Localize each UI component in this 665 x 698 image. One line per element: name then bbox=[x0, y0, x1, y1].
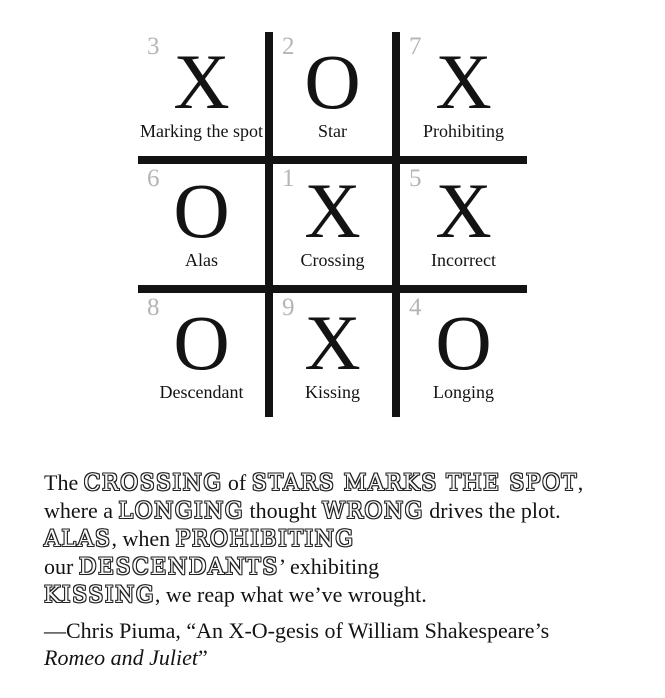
poem-line-3 bbox=[44, 525, 583, 553]
cell-number: 8 bbox=[147, 294, 160, 321]
poem-stencil-word: CROSSING bbox=[83, 471, 223, 496]
poem-stencil-word: KISSING bbox=[44, 583, 155, 608]
poem-text: drives the plot. bbox=[423, 498, 561, 523]
cell-number: 5 bbox=[409, 165, 422, 192]
board-vertical-line-left bbox=[265, 32, 273, 417]
attribution-text: ” bbox=[197, 645, 208, 670]
poem-line-1 bbox=[44, 469, 583, 497]
cell-number: 4 bbox=[409, 294, 422, 321]
attribution-text: —Chris Piuma, “An X-O-gesis of William Shakespeare’s bbox=[44, 618, 550, 643]
board-cell-1 bbox=[273, 164, 392, 285]
poem-stencil-word: LONGING bbox=[118, 499, 244, 524]
poem-line-4 bbox=[44, 553, 583, 581]
poem-text: where a bbox=[44, 498, 119, 523]
cell-label: Star bbox=[318, 121, 347, 142]
cell-label: Descendant bbox=[159, 382, 244, 403]
cell-label: Prohibiting bbox=[422, 121, 504, 142]
cell-number: 3 bbox=[147, 33, 160, 60]
board-cell-6 bbox=[138, 164, 265, 285]
cell-label: Alas bbox=[185, 250, 218, 271]
board-vertical-line-right bbox=[392, 32, 400, 417]
attribution-line-1 bbox=[44, 617, 549, 644]
poem-stencil-word: ALAS bbox=[44, 527, 112, 552]
cell-number: 2 bbox=[282, 33, 295, 60]
poem-text: , we reap what we’ve wrought. bbox=[154, 582, 427, 607]
board-cell-3 bbox=[138, 32, 265, 156]
board-cell-7 bbox=[400, 32, 527, 156]
cell-letter: O bbox=[304, 38, 361, 126]
cell-letter: X bbox=[435, 38, 492, 126]
cell-label: Kissing bbox=[304, 382, 360, 403]
cell-number: 6 bbox=[147, 165, 160, 192]
cell-label: Marking the spot bbox=[140, 121, 263, 142]
cell-letter: O bbox=[173, 167, 230, 255]
board-horizontal-line-top bbox=[138, 156, 527, 164]
attribution-work-title: Romeo and Juliet bbox=[44, 645, 198, 670]
poem-stencil-word: DESCENDANTS bbox=[78, 555, 279, 580]
poem-line-5 bbox=[44, 581, 583, 609]
cell-letter: X bbox=[435, 167, 492, 255]
board-cell-8 bbox=[138, 293, 265, 417]
cell-label: Incorrect bbox=[431, 250, 496, 271]
cell-letter: O bbox=[173, 299, 230, 387]
board-cell-9 bbox=[273, 293, 392, 417]
cell-number: 9 bbox=[282, 294, 295, 321]
poem-text: ’ exhibiting bbox=[278, 554, 380, 579]
poem-text: our bbox=[44, 554, 79, 579]
poem-text: , bbox=[577, 470, 584, 495]
cell-label: Longing bbox=[433, 382, 494, 403]
poem-text: , when bbox=[111, 526, 176, 551]
board-cell-5 bbox=[400, 164, 527, 285]
cell-label: Crossing bbox=[300, 250, 365, 271]
poem-line-2 bbox=[44, 497, 583, 525]
cell-letter: X bbox=[304, 299, 361, 387]
board-horizontal-line-bottom bbox=[138, 285, 527, 293]
board-cell-2 bbox=[273, 32, 392, 156]
poem-stencil-word: PROHIBITING bbox=[175, 527, 355, 552]
poem-text: thought bbox=[244, 498, 323, 523]
attribution bbox=[44, 617, 549, 671]
poem bbox=[44, 469, 583, 609]
board-cell-4 bbox=[400, 293, 527, 417]
cell-number: 7 bbox=[409, 33, 422, 60]
attribution-line-2 bbox=[44, 644, 549, 671]
poem-text: of bbox=[222, 470, 252, 495]
cell-letter: X bbox=[304, 167, 361, 255]
poem-stencil-word: WRONG bbox=[322, 499, 424, 524]
cell-number: 1 bbox=[282, 165, 295, 192]
cell-letter: O bbox=[435, 299, 492, 387]
poem-stencil-word: STARS MARKS THE SPOT bbox=[251, 471, 578, 496]
poem-text: The bbox=[44, 470, 84, 495]
cell-letter: X bbox=[173, 38, 230, 126]
